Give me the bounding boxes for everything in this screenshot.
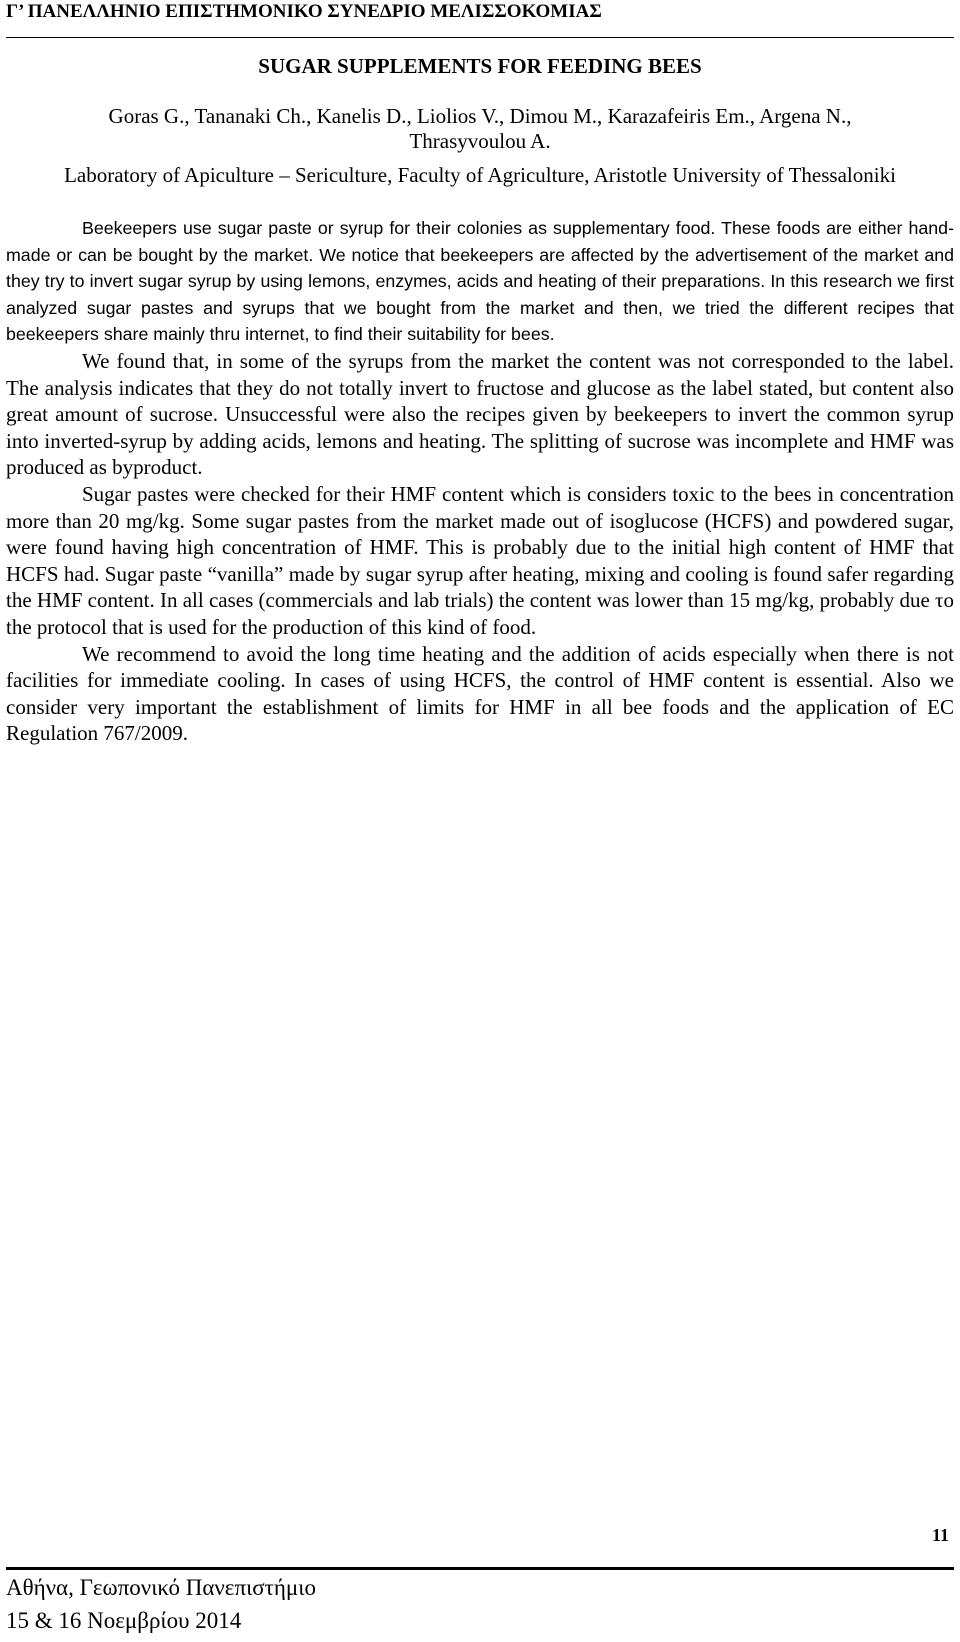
footer-venue: Αθήνα, Γεωπονικό Πανεπιστήμιο xyxy=(6,1575,316,1600)
authors-line-1: Goras G., Tananaki Ch., Kanelis D., Liolios V., Dimou M., Karazafeiris Em., Argena N., xyxy=(108,104,852,128)
abstract-paragraph-2: We found that, in some of the syrups from the market the content was not corresponded to the label. The analysis indicates that they do not totally invert to fructose and glucose as the label stated, but content also great amount of sucrose. Unsuccessful were also the recipes given by beekeepers to invert the common syrup into inverted-syrup by adding acids, lemons and heating. The splitting of sucrose was incomplete and HMF was produced as byproduct. xyxy=(6,348,954,480)
abstract-paragraph-1: Beekeepers use sugar paste or syrup for their colonies as supplementary food. These foods are either hand-made or can be bought by the market. We notice that beekeepers are affected by the advertisement of the market and they try to invert sugar syrup by using lemons, enzymes, acids and heating of their preparations. In this research we first analyzed sugar pastes and syrups that we bought from the market and then, we tried the different recipes that beekeepers share mainly thru internet, to find their suitability for bees. xyxy=(6,218,954,345)
footer-rule xyxy=(6,1567,954,1570)
authors-line-2: Thrasyvoulou A. xyxy=(409,129,551,153)
article-title: SUGAR SUPPLEMENTS FOR FEEDING BEES xyxy=(258,54,702,78)
page-number: 11 xyxy=(932,1525,950,1545)
author-list xyxy=(0,104,960,154)
abstract-paragraph-4: We recommend to avoid the long time heating and the addition of acids especially when there is not facilities for immediate cooling. In cases of using HCFS, the control of HMF content is essential. Also we consider very important the establishment of limits for HMF in all bee foods and the application of EC Regulation 767/2009. xyxy=(6,641,954,746)
conference-header: Γ’ ΠΑΝΕΛΛΗΝΙΟ ΕΠΙΣΤΗΜΟΝΙΚΟ ΣΥΝΕΔΡΙΟ ΜΕΛΙΣΣΟΚΟΜΙΑΣ xyxy=(6,1,602,22)
abstract-body xyxy=(6,215,954,747)
affiliation: Laboratory of Apiculture – Sericulture, Faculty of Agriculture, Aristotle University of Thessaloniki xyxy=(64,163,896,187)
header-rule xyxy=(6,37,954,38)
abstract-paragraph-3: Sugar pastes were checked for their HMF content which is considers toxic to the bees in concentration more than 20 mg/kg. Some sugar pastes from the market made out of isoglucose (HCFS) and powdered sugar, were found having high concentration of HMF. This is probably due to the initial high content of HMF that HCFS had. Sugar paste “vanilla” made by sugar syrup after heating, mixing and cooling is found safer regarding the HMF content. In all cases (commercials and lab trials) the content was lower than 15 mg/kg, probably due το the protocol that is used for the production of this kind of food. xyxy=(6,481,954,639)
footer-date: 15 & 16 Νοεμβρίου 2014 xyxy=(6,1608,242,1633)
